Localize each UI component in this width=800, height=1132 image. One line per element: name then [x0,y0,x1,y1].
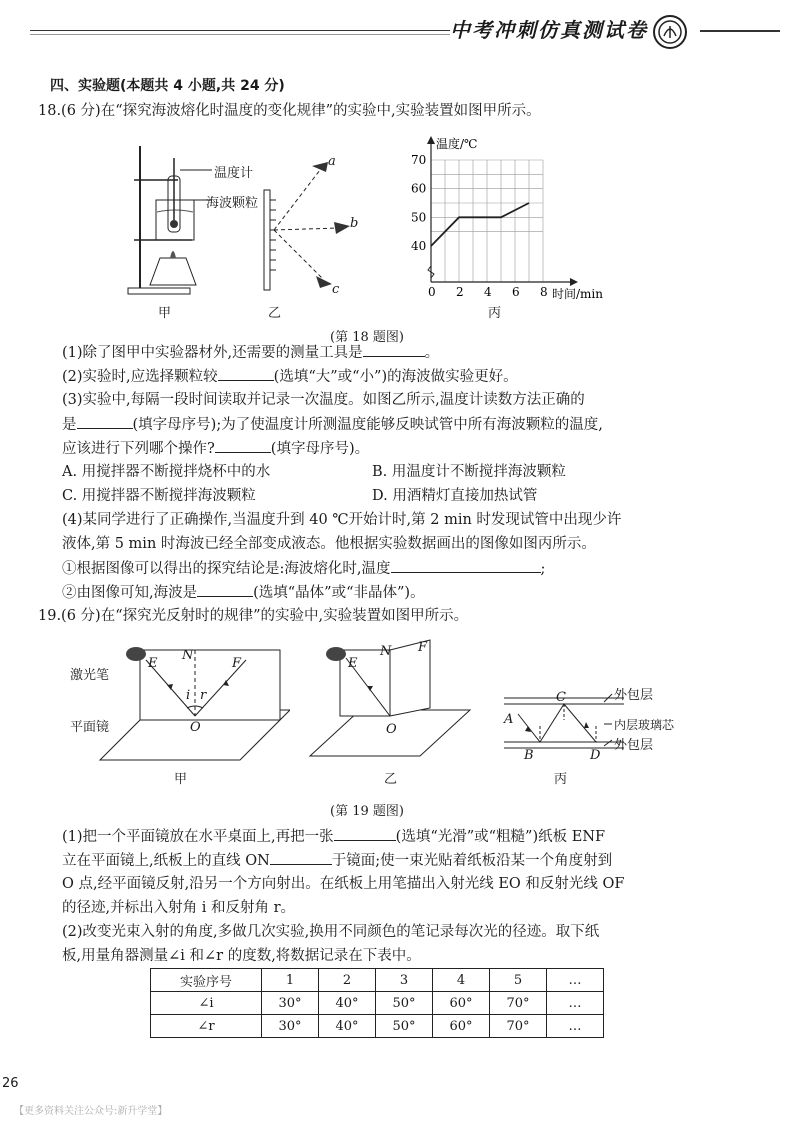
q19-yi-E: E [348,656,358,671]
q19-yi-N: N [380,644,392,659]
table-cell: 30° [262,992,319,1015]
table-cell: … [547,969,604,992]
q19-label-yi: 乙 [384,772,398,787]
q19-caption: (第 19 题图) [330,804,404,819]
q19-part1-line3: O 点,经平面镜反射,沿另一个方向射出。在纸板上用笔描出入射光线 EO 和反射光线 OF [62,876,625,892]
q19-label-outer2: 外包层 [614,738,654,753]
chart-x-tick-label: 8 [540,285,548,299]
q18-stem: 18.(6 分)在“探究海波熔化时温度的变化规律”的实验中,实验装置如图甲所示。 [38,103,541,119]
q19-part1-line1: (1)把一个平面镜放在水平桌面上,再把一张 (选填“光滑”或“粗糙”)纸板 ENF [62,826,605,847]
q19-yi-F: F [418,640,428,655]
q19-yi-O: O [386,722,397,737]
q18-part2: (2)实验时,应选择颗粒较 (选填“大”或“小”)的海波做实验更好。 [62,366,518,387]
q18-label-bing: 丙 [488,306,502,321]
q19-label-inner: 内层玻璃芯 [614,718,675,732]
q18-option-d: D. 用酒精灯直接加热试管 [372,488,538,504]
table-cell: 40° [319,992,376,1015]
q19-part1-line4: 的径迹,并标出入射角 i 和反射角 r。 [62,900,296,916]
chart-x-tick-label: 2 [456,285,464,299]
table-cell: … [547,1015,604,1038]
chart-x-tick-label: 6 [512,285,520,299]
table-cell: 60° [433,992,490,1015]
q18-option-a: A. 用搅拌器不断搅拌烧杯中的水 [62,464,271,480]
q18-reading-figure [260,150,380,300]
header-rule [30,30,450,31]
chart-y-tick-label: 40 [411,239,427,253]
q18-label-yi: 乙 [268,306,282,321]
q19-jia-O: O [190,720,201,735]
q19-fiber-B: B [524,748,534,763]
table-cell: 70° [490,1015,547,1038]
table-cell: 50° [376,992,433,1015]
q19-label-bing: 丙 [554,772,568,787]
table-cell: 1 [262,969,319,992]
table-cell: 40° [319,1015,376,1038]
q19-jia-i: i [186,688,191,703]
q18-eye-c: c [332,282,340,297]
q18-label-particles: 海波颗粒 [206,196,259,211]
q18-option-c: C. 用搅拌器不断搅拌海波颗粒 [62,488,256,504]
table-cell: 2 [319,969,376,992]
chart-y-arrow [427,136,435,144]
chart-y-label: 温度/℃ [436,137,478,151]
table-cell: 5 [490,969,547,992]
q18-eye-a: a [328,154,336,169]
q18-option-b: B. 用温度计不断搅拌海波颗粒 [372,464,566,480]
page-number: 26 [2,1076,19,1091]
q18-part3-line3: 应该进行下列哪个操作? (填字母序号)。 [62,438,369,459]
chart-series-line [431,203,529,246]
q19-jia-N: N [182,648,194,663]
table-cell: 3 [376,969,433,992]
table-cell: … [547,992,604,1015]
q18-eye-b: b [350,216,359,231]
q19-part2-line2: 板,用量角器测量∠i 和∠r 的度数,将数据记录在下表中。 [62,948,421,964]
q19-jia-r: r [200,688,207,703]
footer-note: 【更多资料关注公众号:新升学堂】 [14,1106,168,1117]
header-rule-thin [30,34,450,35]
section-title: 四、实验题(本题共 4 小题,共 24 分) [50,78,285,94]
chart-y-tick-label: 60 [411,181,427,196]
chart-y-tick-label: 70 [411,153,427,167]
header-title: 中考冲刺仿真测试卷 [450,18,648,42]
q19-label-outer1: 外包层 [614,688,654,703]
table-cell: ∠i [151,992,262,1015]
q18-part4-line2: 液体,第 5 min 时海波已经全部变成液态。他根据实验数据画出的图像如图丙所示。 [62,536,596,552]
table-row [151,969,604,992]
q19-fiber-C: C [556,690,566,705]
q18-part3-line1: (3)实验中,每隔一段时间读取并记录一次温度。如图乙所示,温度计读数方法正确的 [62,392,585,408]
q19-jia-F: F [232,656,242,671]
q18-conclusion-1: ①根据图像可以得出的探究结论是:海波熔化时,温度 ; [62,558,545,579]
table-cell: 70° [490,992,547,1015]
table-cell: 50° [376,1015,433,1038]
q18-caption: (第 18 题图) [330,330,404,345]
q18-part4-line1: (4)某同学进行了正确操作,当温度升到 40 ℃开始计时,第 2 min 时发现试管中出现少许 [62,512,622,528]
chart-y-tick-label: 50 [411,210,427,225]
q19-label-mirror: 平面镜 [70,720,110,735]
q19-data-table [150,968,604,1038]
header-logo-icon [652,14,688,50]
header-tail-rule [700,30,780,32]
q19-label-jia: 甲 [174,772,188,787]
q19-fiber-D: D [590,748,601,763]
q18-label-thermometer: 温度计 [214,166,254,181]
q19-jia-E: E [148,656,158,671]
table-cell: 30° [262,1015,319,1038]
q19-part2-line1: (2)改变光束入射的角度,多做几次实验,换用不同颜色的笔记录每次光的径迹。取下纸 [62,924,600,940]
chart-x-tick-label: 4 [484,285,492,299]
q19-part1-line2: 立在平面镜上,纸板上的直线 ON 于镜面;使一束光贴着纸板沿某一个角度射到 [62,850,612,871]
table-cell: 60° [433,1015,490,1038]
chart-x-label: 时间/min [552,287,603,300]
q18-temperature-chart [400,130,610,300]
table-row [151,992,604,1015]
q18-part3-line2: 是 (填字母序号);为了使温度计所测温度能够反映试管中所有海波颗粒的温度, [62,414,603,435]
q18-conclusion-2: ②由图像可知,海波是 (选填“晶体”或“非晶体”)。 [62,582,425,603]
chart-x-arrow [570,278,578,286]
table-cell: 实验序号 [151,969,262,992]
q19-label-laser: 激光笔 [70,668,110,683]
q18-part1: (1)除了图甲中实验器材外,还需要的测量工具是 。 [62,342,439,363]
q18-label-jia: 甲 [158,306,172,321]
table-row [151,1015,604,1038]
table-cell: 4 [433,969,490,992]
q19-figure-jia [40,640,290,765]
table-cell: ∠r [151,1015,262,1038]
q19-stem: 19.(6 分)在“探究光反射时的规律”的实验中,实验装置如图甲所示。 [38,608,469,624]
q19-fiber-A: A [504,712,514,727]
chart-x-tick-label: 0 [428,285,436,299]
